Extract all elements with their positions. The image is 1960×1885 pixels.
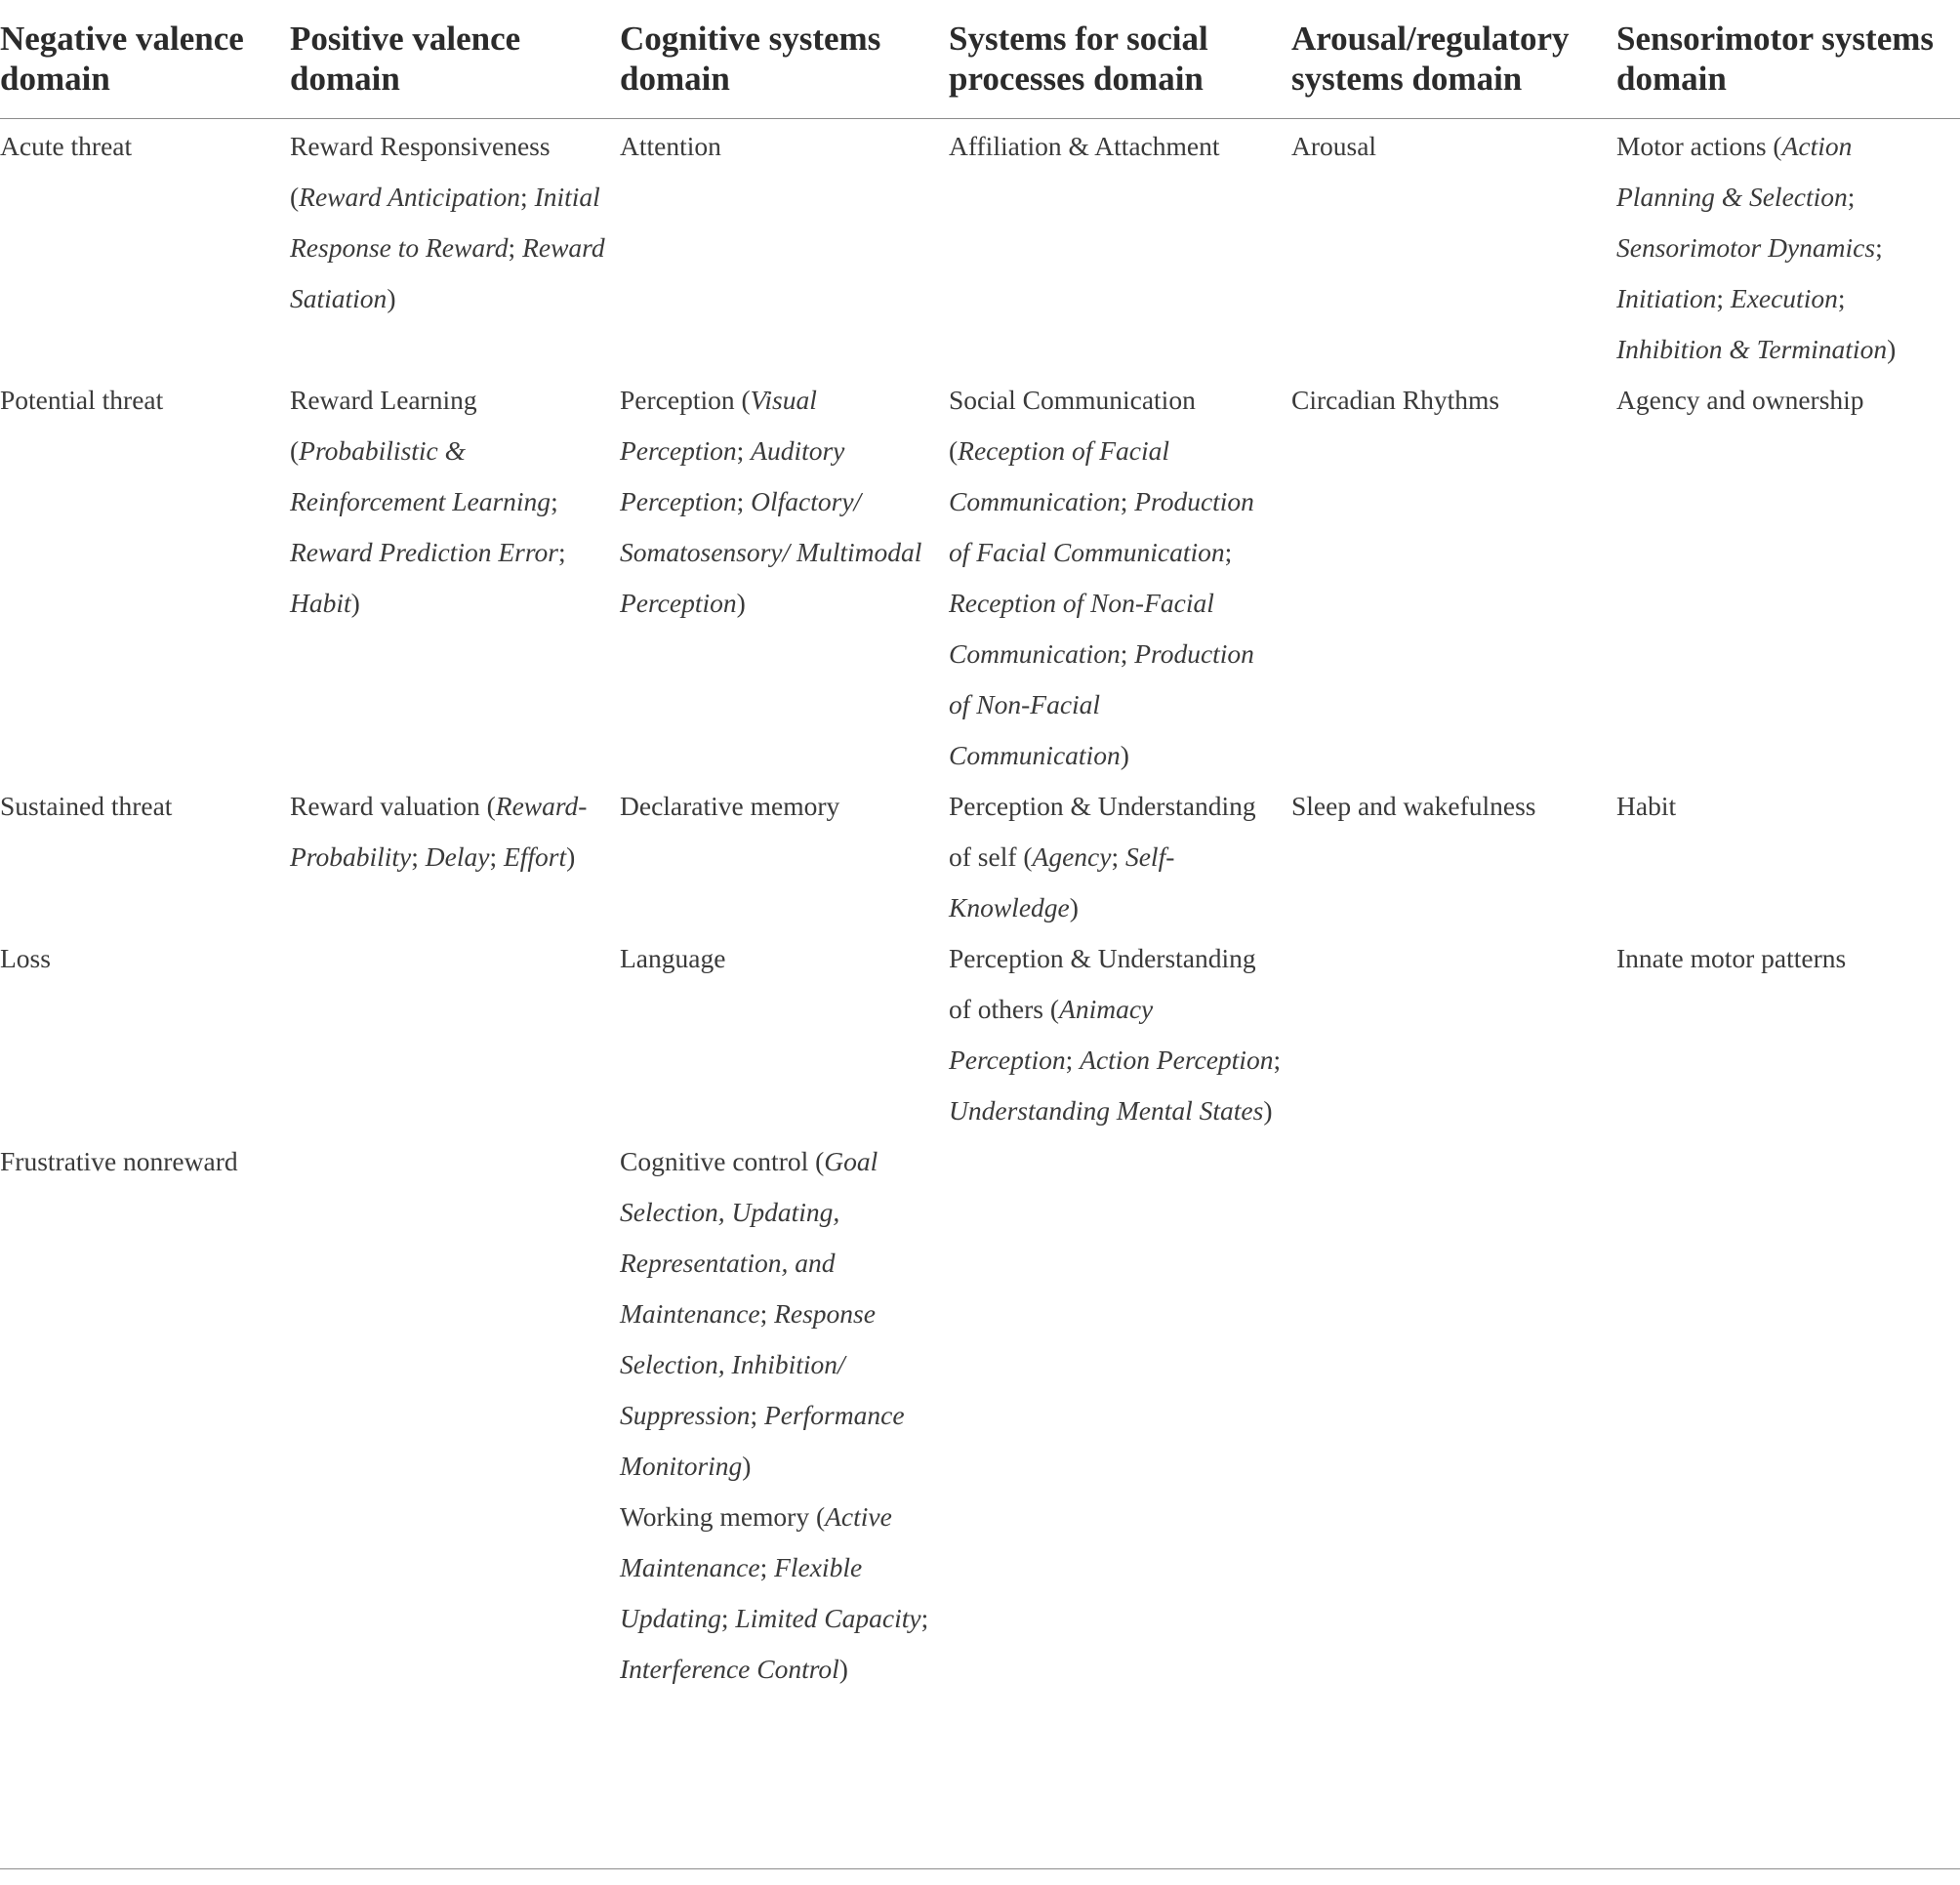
table-cell bbox=[290, 933, 620, 1136]
table-cell bbox=[290, 1492, 620, 1695]
table-cell: Acute threat bbox=[0, 131, 133, 161]
table-cell: Declarative memory bbox=[620, 791, 840, 821]
table-cell bbox=[1616, 1136, 1960, 1492]
table-cell: Perception & Understanding of self (Agency; Self-Knowledge) bbox=[949, 791, 1256, 922]
table-bottom-rule bbox=[0, 1868, 1960, 1869]
table-cell: Working memory (Active Maintenance; Flexible Updating; Limited Capacity; Interference Control) bbox=[620, 1501, 929, 1684]
table-cell bbox=[1291, 1492, 1616, 1695]
table-cell: Circadian Rhythms bbox=[1291, 385, 1500, 415]
table-cell: Motor actions (Action Planning & Selection; Sensorimotor Dynamics; Initiation; Execution; Inhibition & Termination) bbox=[1616, 131, 1897, 364]
table-row bbox=[0, 375, 1960, 781]
table-cell: Reward Learning (Probabilistic & Reinforcement Learning; Reward Prediction Error; Habit) bbox=[290, 385, 566, 618]
table-cell: Language bbox=[620, 943, 726, 973]
header-negative-valence: Negative valence domain bbox=[0, 0, 290, 119]
table-row bbox=[0, 119, 1960, 376]
table-cell: Reward valuation (Reward-Probability; Delay; Effort) bbox=[290, 791, 588, 872]
table-cell bbox=[949, 1136, 1291, 1492]
header-arousal-regulatory: Arousal/regulatory systems domain bbox=[1291, 0, 1616, 119]
table-cell: Sleep and wakefulness bbox=[1291, 791, 1536, 821]
header-sensorimotor: Sensorimotor systems domain bbox=[1616, 0, 1960, 119]
table-cell: Sustained threat bbox=[0, 791, 173, 821]
table-cell: Agency and ownership bbox=[1616, 385, 1864, 415]
table-cell: Frustrative nonreward bbox=[0, 1146, 238, 1176]
header-cognitive-systems: Cognitive systems domain bbox=[620, 0, 949, 119]
table-cell: Attention bbox=[620, 131, 721, 161]
header-social-processes: Systems for social processes domain bbox=[949, 0, 1291, 119]
header-positive-valence: Positive valence domain bbox=[290, 0, 620, 119]
table-cell: Reward Responsiveness (Reward Anticipation; Initial Response to Reward; Reward Satiation) bbox=[290, 131, 605, 313]
table-cell bbox=[1291, 1136, 1616, 1492]
table-cell: Perception & Understanding of others (Animacy Perception; Action Perception; Understanding Mental States) bbox=[949, 943, 1282, 1126]
table-cell: Innate motor patterns bbox=[1616, 943, 1847, 973]
table-cell bbox=[1616, 1492, 1960, 1695]
table-cell: Perception (Visual Perception; Auditory Perception; Olfactory/ Somatosensory/ Multimodal Perception) bbox=[620, 385, 922, 618]
table-row bbox=[0, 1136, 1960, 1492]
table-cell: Habit bbox=[1616, 791, 1677, 821]
table-cell bbox=[949, 1492, 1291, 1695]
table-body bbox=[0, 119, 1960, 1696]
table-cell: Affiliation & Attachment bbox=[949, 131, 1220, 161]
table-header bbox=[0, 0, 1960, 119]
table-cell: Cognitive control (Goal Selection, Updating, Representation, and Maintenance; Response Selection, Inhibition/ Suppression; Performance Monitoring) bbox=[620, 1146, 905, 1481]
table-cell: Arousal bbox=[1291, 131, 1377, 161]
table-row bbox=[0, 933, 1960, 1136]
table-cell bbox=[1291, 933, 1616, 1136]
table-cell: Loss bbox=[0, 943, 51, 973]
table-cell: Potential threat bbox=[0, 385, 164, 415]
table-cell: Social Communication (Reception of Facial Communication; Production of Facial Communication; Reception of Non-Facial Communication; Production of Non-Facial Communication) bbox=[949, 385, 1254, 770]
header-row bbox=[0, 0, 1960, 119]
table-row bbox=[0, 781, 1960, 933]
table-cell bbox=[290, 1136, 620, 1492]
table-cell bbox=[0, 1492, 290, 1695]
table-row bbox=[0, 1492, 1960, 1695]
